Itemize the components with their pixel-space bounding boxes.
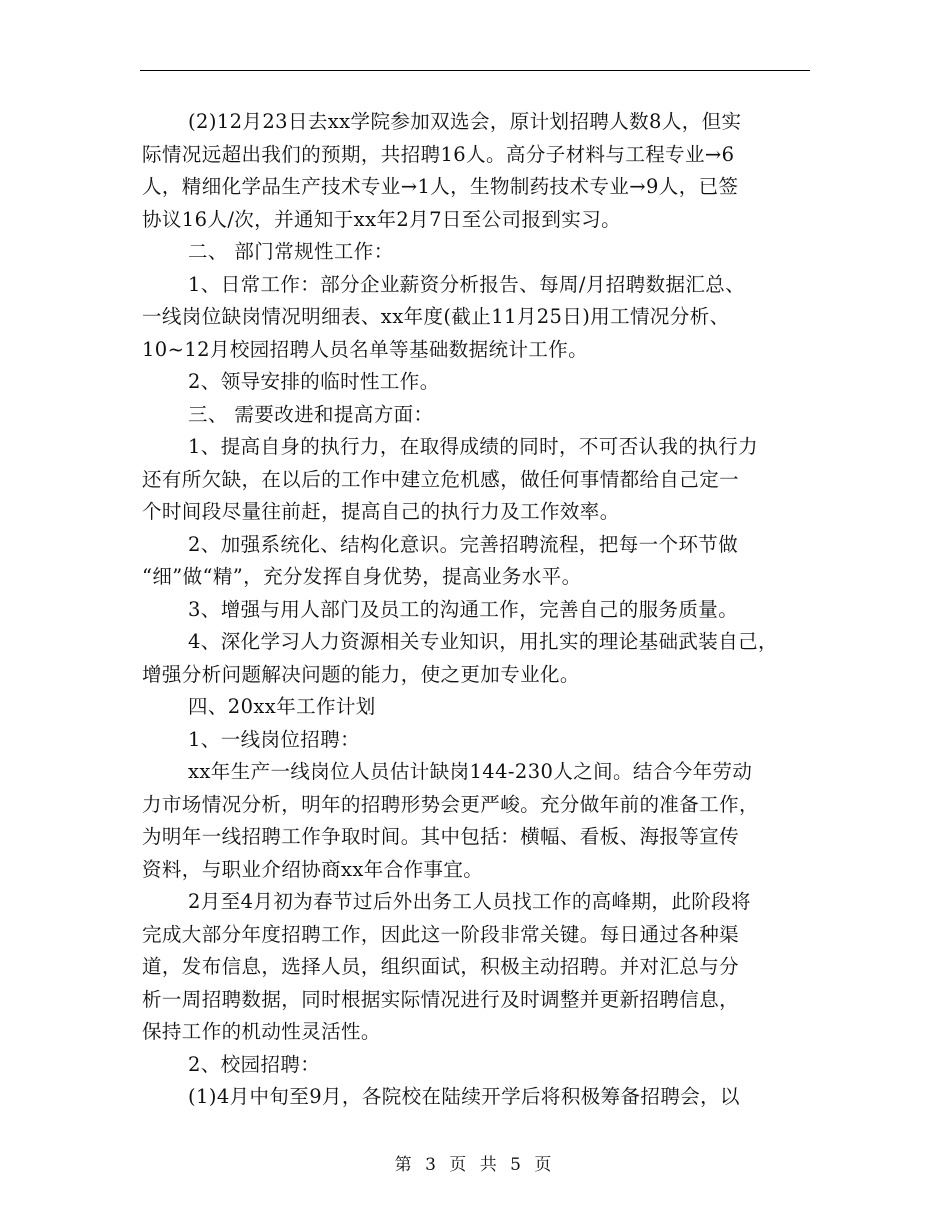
text-line: 四、20xx年工作计划 <box>188 695 376 718</box>
text-line: 际情况远超出我们的预期，共招聘16人。高分子材料与工程专业→6 <box>142 142 735 166</box>
page-number: 第 3 页 共 5 页 <box>394 1155 556 1175</box>
text-line: 还有所欠缺，在以后的工作中建立危机感，做任何事情都给自己定一 <box>142 467 740 491</box>
text-line: 2、领导安排的临时性工作。 <box>188 370 440 393</box>
text-line: 1、一线岗位招聘： <box>188 727 361 751</box>
document-body <box>142 106 814 1114</box>
text-line: 一线岗位缺岗情况明细表、xx年度(截止11月25日)用工情况分析、 <box>142 305 730 328</box>
text-line: 人，精细化学品生产技术专业→1人，生物制药技术专业→9人，已签 <box>142 175 739 198</box>
text-line: 力市场情况分析，明年的招聘形势会更严峻。充分做年前的准备工作， <box>142 792 759 816</box>
text-line: (2)12月23日去xx学院参加双选会，原计划招聘人数8人，但实 <box>188 110 742 133</box>
text-line: 2、校园招聘： <box>188 1052 321 1076</box>
text-line: 2、加强系统化、结构化意识。完善招聘流程，把每一个环节做 <box>188 532 739 556</box>
text-line: 保持工作的机动性灵活性。 <box>142 1020 381 1043</box>
text-line: 为明年一线招聘工作争取时间。其中包括：横幅、看板、海报等宣传 <box>142 825 740 848</box>
header-rule <box>140 70 810 71</box>
text-line: 增强分析问题解决问题的能力，使之更加专业化。 <box>142 662 580 686</box>
text-line: 1、日常工作：部分企业薪资分析报告、每周/月招聘数据汇总、 <box>188 272 746 296</box>
text-line: 4、深化学习人力资源相关专业知识，用扎实的理论基础武装自己， <box>188 630 778 653</box>
text-line: xx年生产一线岗位人员估计缺岗144-230人之间。结合今年劳动 <box>188 760 753 783</box>
text-line: 析一周招聘数据，同时根据实际情况进行及时调整并更新招聘信息， <box>142 987 740 1011</box>
text-line: 个时间段尽量往前赶，提高自己的执行力及工作效率。 <box>142 500 620 523</box>
text-line: 10~12月校园招聘人员名单等基础数据统计工作。 <box>142 337 589 361</box>
text-line: (1)4月中旬至9月，各院校在陆续开学后将积极筹备招聘会，以 <box>188 1085 740 1108</box>
text-line: 完成大部分年度招聘工作，因此这一阶段非常关键。每日通过各种渠 <box>142 922 740 946</box>
text-line: 1、提高自身的执行力，在取得成绩的同时，不可否认我的执行力 <box>188 435 759 458</box>
text-line: 资料，与职业介绍协商xx年合作事宜。 <box>142 857 484 881</box>
text-line: 2月至4月初为春节过后外出务工人员找工作的高峰期，此阶段将 <box>188 890 751 913</box>
text-line: 道，发布信息，选择人员，组织面试，积极主动招聘。并对汇总与分 <box>142 955 740 978</box>
text-line: “细”做“精”，充分发挥自身优势，提高业务水平。 <box>142 565 582 588</box>
text-line: 3、增强与用人部门及员工的沟通工作，完善自己的服务质量。 <box>188 597 739 621</box>
text-line: 三、 需要改进和提高方面： <box>188 402 434 426</box>
text-line: 协议16人/次，并通知于xx年2月7日至公司报到实习。 <box>142 207 621 231</box>
text-line: 二、 部门常规性工作： <box>188 240 394 263</box>
